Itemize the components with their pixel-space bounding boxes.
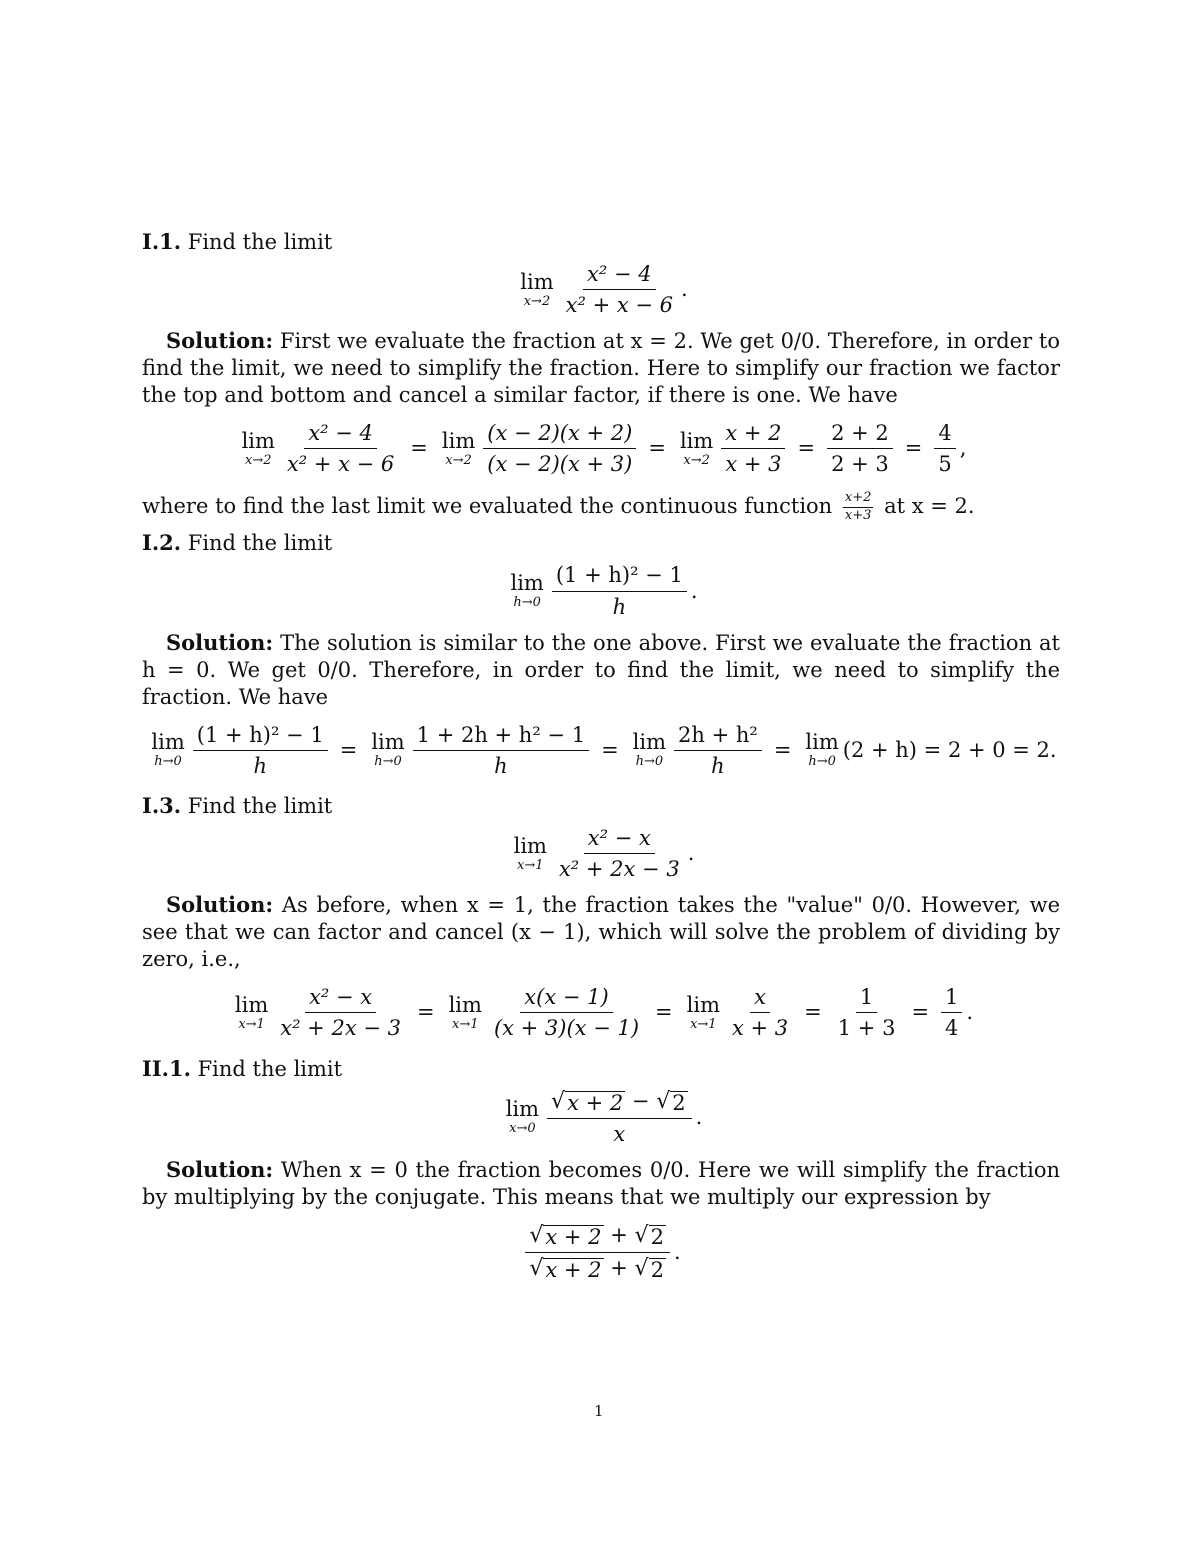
solution <box>142 1156 1060 1211</box>
lim-operator: lim x→2 <box>520 269 554 309</box>
solution-label: Solution: <box>166 1156 274 1182</box>
conjugate-display: √ x + 2 + √ 2 √ x + 2 + √ 2 . <box>142 1223 1060 1282</box>
solution-note: where to find the last limit we evaluated the continuous function $\frac{x+2}{x+3}$ at x = 2. <box>142 489 975 523</box>
problem-label: II.1. <box>142 1055 191 1081</box>
solution-text: As before, when x = 1, the fraction takes the "value" 0/0. However, we see that we can factor and cancel (x − 1), which will solve the problem of dividing by zero, i.e., <box>142 893 1060 972</box>
problem-heading <box>142 529 1060 557</box>
fraction: √ x + 2 − √ 2 x <box>547 1089 692 1146</box>
limit-display: lim h→0 $\frac{\text{(1 + h)² − 1}}{h}$ . <box>510 563 698 619</box>
solution-text: The solution is similar to the one above. First we evaluate the fraction at h = 0. We get 0/0. Therefore, in order to find the limit, we need to simplify the fraction. We have <box>142 630 1060 709</box>
solution-text: When x = 0 the fraction becomes 0/0. Here we will simplify the fraction by multiplying by the conjugate. This means that we multiply our expression by <box>142 1157 1060 1209</box>
solution-work: lim x→2 $\frac{\text{x² − 4}}{\text{x² + x − 6}}$ = lim x→2 $\frac{(x - 2)(x + 2)}{(x - 2)(x + 3)}$ = lim x→2 $\frac{x + 2}{x + 3}$ = $\frac{2 + 2}{2 + 3}$ = $\frac{4}{5}$ , <box>241 421 967 477</box>
problem-heading <box>142 228 1060 256</box>
page-number: 1 <box>594 1402 604 1420</box>
limit-display: lim x→1 $\frac{\text{x² − x}}{\text{x² + 2x − 3}}$ . <box>513 826 695 882</box>
solution-text: First we evaluate the fraction at x = 2. We get 0/0. Therefore, in order to find the limit, we need to simplify the fraction. Here to simplify our fraction we factor the top and bottom and cancel a similar factor, if there is one. We have <box>142 329 1061 408</box>
solution <box>142 629 1060 711</box>
problem-label: I.2. <box>142 530 182 556</box>
problem-prompt: Find the limit <box>187 794 333 818</box>
limit-display: lim x→0 √ x + 2 − √ 2 x . <box>505 1088 703 1146</box>
solution <box>142 891 1060 973</box>
problem-label: I.3. <box>142 793 182 818</box>
solution-label: Solution: <box>166 892 274 918</box>
solution-work: lim h→0 $\frac{\text{(1 + h)² − 1}}{h}$ = lim h→0 $\frac{\text{1 + 2h + h² − 1}}{h}$ = lim h→0 $\frac{\text{2h + h²}}{h}$ = lim h→0 (2 + h) = 2 + 0 = 2. <box>151 722 1057 778</box>
document-page <box>142 228 1060 1296</box>
solution-label: Solution: <box>166 629 274 655</box>
solution <box>142 327 1060 409</box>
problem-prompt: Find the limit <box>197 1056 343 1081</box>
problem-label: I.1. <box>142 229 182 254</box>
solution-work: lim x→1 $\frac{\text{x² − x}}{\text{x² + 2x − 3}}$ = lim x→1 $\frac{x(x - 1)}{(x + 3)(x - 1)}$ = lim x→1 $\frac{x}{x + 3}$ = $\frac{1}{1 + 3}$ = $\frac{1}{4}$ . <box>234 985 974 1041</box>
problem-heading <box>142 1055 1060 1083</box>
problem-prompt: Find the limit <box>187 531 333 556</box>
limit-display: lim x→2 $\frac{\text{x² − 4}}{\text{x² + x − 6}}$ . <box>520 262 688 318</box>
problem-prompt: Find the limit <box>187 230 333 254</box>
solution-label: Solution: <box>166 328 274 354</box>
problem-heading <box>142 792 1060 820</box>
fraction: $\frac{\text{x² − 4}}{\text{x² + x − 6}}$ <box>565 262 674 318</box>
